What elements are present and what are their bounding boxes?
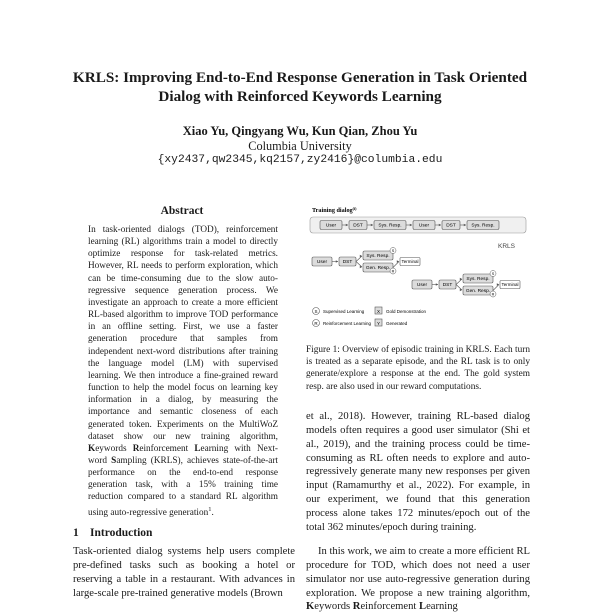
email: {xy2437,qw2345,kq2157,zy2416}@columbia.edu bbox=[157, 154, 443, 166]
flow-arrow bbox=[356, 262, 362, 268]
right-column-paragraph-1: et al., 2018). However, training RL-based dialog models often requires a good user simulator (Shi et al., 2019), and the training process could be time-consuming as RL often needs to explore and auto-regressively generate many new responses per given input (Ramamurthy et al., 2022). For example, in our experiment, we found that this generation process alone takes 172 minutes/epoch out of the total 362 minutes/epoch during training. bbox=[306, 411, 530, 533]
figure-1-diagram bbox=[306, 203, 530, 335]
krls1-dst-label: DST bbox=[342, 260, 353, 266]
krls2-terminal-label: Terminal bbox=[501, 282, 519, 287]
badge-label: S bbox=[391, 249, 395, 253]
abstract-text: In task-oriented dialogs (TOD), reinforcement learning (RL) algorithms train a model to directly optimize response for task-related metrics. However, RL needs to perform exploration, which can be time-consuming due to the slow auto-regressive sequence generation process. We investigate an approach to create a more efficient RL-based algorithm to improve TOD performance in an offline setting. First, we use a faster generation procedure that samples from independent next-word distributions after training the language model (LM) with supervised learning. We then introduce a fine-grained reward function to help the model focus on learning key information in a dialog, by measuring the importance and semantic closeness of each generated token. Experiments on the MultiWoZ dataset show our new training algorithm, Keywords Reinforcement Learning with Next-word Sampling (KRLS), achieves state-of-the-art performance on the end-to-end response generation task, with a 15% training time reduction compared to a standard RL algorithm using auto-regressive generation$^1$. bbox=[88, 225, 279, 518]
flow-arrow bbox=[393, 262, 399, 268]
krls2-user-label: User bbox=[416, 283, 428, 289]
krls2-dst-label: DST bbox=[442, 283, 453, 289]
krls1-terminal-label: Terminal bbox=[401, 259, 419, 264]
krls1-user-label: User bbox=[316, 260, 328, 266]
krls-label: KRLS bbox=[498, 243, 515, 250]
dialog-box-2-label: Sys. Resp. bbox=[378, 223, 402, 229]
abstract-heading: Abstract bbox=[160, 205, 204, 217]
figure-title: Training dialog bbox=[312, 207, 353, 214]
svg-text:Training dialog(i): Training dialog$^{(i)}$ bbox=[312, 206, 357, 214]
footnote-mark: 1 bbox=[208, 505, 212, 513]
legend-reinforcement: Reinforcement Learning bbox=[323, 321, 372, 326]
introduction-text: Task-oriented dialog systems help users complete pre-defined tasks such as booking a hotel or reserving a table in a restaurant. With advances in large-scale pre-trained generative models (Brown bbox=[73, 546, 295, 599]
flow-arrow bbox=[456, 285, 462, 291]
dialog-box-0-label: User bbox=[325, 223, 337, 229]
svg-text:X: X bbox=[376, 309, 381, 314]
figure-caption: Figure 1: Overview of episodic training in KRLS. Each turn is treated as a separate episode, and the RL task is to only generate/explore a response at the end. The gold system resp. are also used in our reward computations. bbox=[306, 345, 530, 392]
krls2-genresp-label: Gen. Resp. bbox=[465, 289, 491, 295]
right-column-paragraph-2: In this work, we aim to create a more efficient RL procedure for TOD, which does not need a user simulator nor use auto-regressive generation during exploration. We propose a new training algorithm, Keywords Reinforcement Learning bbox=[306, 546, 530, 613]
badge-label: R bbox=[391, 269, 395, 274]
legend-gold: Gold Demonstration bbox=[386, 309, 427, 314]
svg-text:S: S bbox=[314, 309, 318, 314]
affiliation: Columbia University bbox=[248, 139, 352, 153]
section-heading-introduction: 1 Introduction bbox=[73, 527, 153, 539]
dialog-box-1-label: DST bbox=[353, 223, 363, 229]
flow-arrow bbox=[356, 256, 362, 262]
badge-label: R bbox=[491, 292, 495, 297]
legend-generated: Generated bbox=[386, 321, 408, 326]
flow-arrow bbox=[493, 285, 499, 291]
svg-text:Y: Y bbox=[376, 321, 381, 326]
dialog-box-5-label: Sys. Resp. bbox=[471, 223, 495, 229]
legend-supervised: Supervised Learning bbox=[323, 309, 365, 314]
title-line-2: Dialog with Reinforced Keywords Learning bbox=[158, 88, 442, 105]
authors: Xiao Yu, Qingyang Wu, Kun Qian, Zhou Yu bbox=[182, 124, 418, 138]
paper-title bbox=[40, 68, 560, 106]
legend bbox=[313, 307, 427, 327]
arrow-head bbox=[436, 283, 438, 286]
krls1-sysresp-label: Sys. Resp. bbox=[366, 254, 390, 260]
krls1-genresp-label: Gen. Resp. bbox=[365, 266, 391, 272]
krls2-sysresp-label: Sys. Resp. bbox=[466, 277, 490, 283]
arrow-head bbox=[336, 260, 338, 263]
dialog-box-3-label: User bbox=[418, 223, 430, 229]
flow-arrow bbox=[456, 279, 462, 285]
svg-text:R: R bbox=[314, 321, 318, 326]
badge-label: S bbox=[491, 272, 495, 276]
dialog-box-4-label: DST bbox=[446, 223, 456, 229]
title-line-1: KRLS: Improving End-to-End Response Generation in Task Oriented bbox=[72, 69, 528, 86]
